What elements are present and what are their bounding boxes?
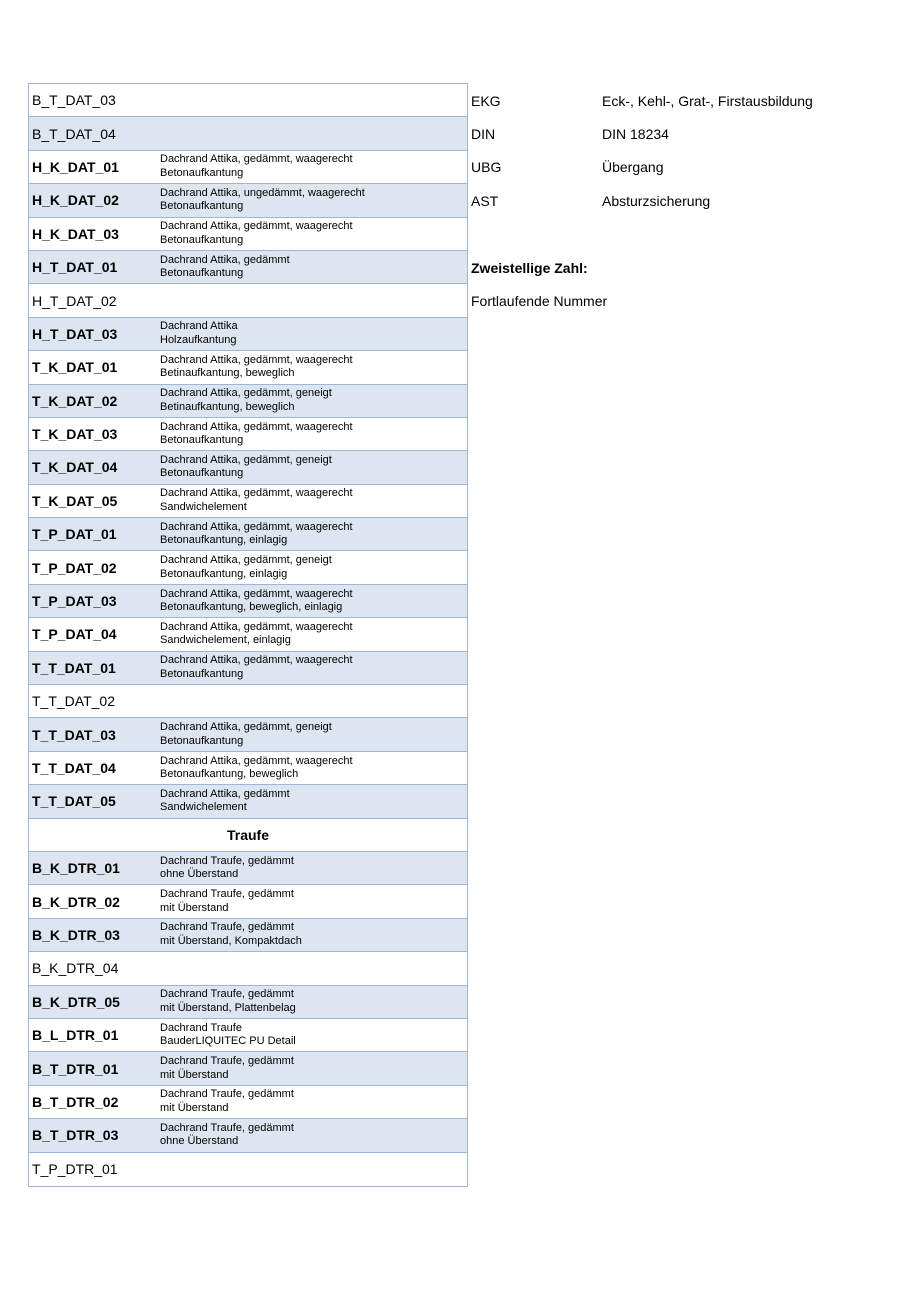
detail-description <box>160 621 353 648</box>
description-line-1: Dachrand Attika, gedämmt, waagerecht <box>160 620 353 633</box>
legend-spacer <box>471 218 911 251</box>
detail-code: H_T_DAT_03 <box>32 325 118 342</box>
detail-description <box>160 1022 296 1049</box>
table-row <box>29 752 467 785</box>
detail-code: T_P_DAT_02 <box>32 559 117 576</box>
description-line-1: Dachrand Attika, gedämmt, waagerecht <box>160 153 353 166</box>
detail-description <box>160 554 332 581</box>
description-line-1: Dachrand Attika, gedämmt, waagerecht <box>160 353 353 366</box>
detail-description <box>160 320 238 347</box>
description-line-1: Dachrand Attika, gedämmt, waagerecht <box>160 420 353 433</box>
table-row <box>29 551 467 584</box>
description-line-2: Betonaufkantung <box>160 434 244 447</box>
description-line-2: mit Überstand, Kompaktdach <box>160 934 302 947</box>
description-line-2: Betinaufkantung, beweglich <box>160 400 295 413</box>
abbreviation-legend <box>471 84 911 318</box>
table-row <box>29 451 467 484</box>
description-line-1: Dachrand Attika, gedämmt <box>160 787 290 800</box>
description-line-1: Dachrand Traufe, gedämmt <box>160 1121 294 1134</box>
table-row <box>29 652 467 685</box>
detail-description <box>160 921 302 948</box>
detail-description <box>160 254 290 281</box>
description-line-1: Dachrand Attika, gedämmt, waagerecht <box>160 520 353 533</box>
description-line-2: Betonaufkantung, beweglich, einlagig <box>160 601 343 614</box>
detail-code: H_T_DAT_02 <box>32 292 117 309</box>
description-line-2: Betonaufkantung, einlagig <box>160 567 288 580</box>
legend-abbr: EKG <box>471 92 501 109</box>
detail-description <box>160 153 353 180</box>
description-line-2: Betonaufkantung <box>160 267 244 280</box>
detail-code: T_T_DAT_04 <box>32 760 116 776</box>
description-line-2: mit Überstand, Plattenbelag <box>160 1001 296 1014</box>
table-row <box>29 685 467 718</box>
detail-code: B_T_DAT_03 <box>32 92 116 109</box>
detail-code: T_K_DAT_03 <box>32 426 118 443</box>
description-line-2: BauderLIQUITEC PU Detail <box>160 1035 296 1048</box>
detail-code-table <box>28 83 468 1187</box>
description-line-1: Dachrand Traufe, gedämmt <box>160 1088 294 1101</box>
detail-code: T_P_DAT_04 <box>32 626 117 643</box>
detail-description <box>160 454 332 481</box>
description-line-1: Dachrand Traufe, gedämmt <box>160 888 294 901</box>
legend-abbr: DIN <box>471 126 496 143</box>
detail-code: B_T_DTR_02 <box>32 1093 119 1110</box>
table-row <box>29 785 467 818</box>
detail-code: B_K_DTR_01 <box>32 860 120 877</box>
detail-description <box>160 755 353 782</box>
detail-code: B_K_DTR_02 <box>32 893 120 910</box>
detail-code: T_T_DAT_05 <box>32 793 116 810</box>
description-line-2: ohne Überstand <box>160 868 239 881</box>
detail-description <box>160 855 294 882</box>
description-line-2: Sandwichelement <box>160 500 247 513</box>
description-line-1: Dachrand Traufe, gedämmt <box>160 1055 294 1068</box>
table-row <box>29 919 467 952</box>
table-row <box>29 485 467 518</box>
description-line-1: Dachrand Attika, gedämmt, waagerecht <box>160 220 353 233</box>
description-line-2: Betonaufkantung, beweglich <box>160 768 299 780</box>
detail-code: B_T_DAT_04 <box>32 125 116 142</box>
table-row <box>29 718 467 751</box>
table-row <box>29 351 467 384</box>
detail-description <box>160 721 332 748</box>
section-header-row <box>29 819 467 852</box>
description-line-2: Betonaufkantung <box>160 467 244 480</box>
legend-heading-row <box>471 251 911 284</box>
description-line-2: Sandwichelement, einlagig <box>160 634 291 647</box>
description-line-2: Betonaufkantung <box>160 166 244 179</box>
description-line-1: Dachrand Attika, gedämmt, waagerecht <box>160 487 353 500</box>
detail-code: T_T_DAT_03 <box>32 726 116 743</box>
description-line-2: Betonaufkantung <box>160 734 244 747</box>
section-title: Traufe <box>226 826 269 843</box>
description-line-2: mit Überstand <box>160 901 229 914</box>
description-line-1: Dachrand Attika <box>160 320 238 333</box>
table-row <box>29 1153 467 1186</box>
detail-description <box>160 1122 294 1149</box>
table-row <box>29 618 467 651</box>
description-line-2: Holzaufkantung <box>160 333 237 346</box>
detail-description <box>160 220 353 247</box>
detail-description <box>160 487 353 514</box>
detail-code: H_K_DAT_03 <box>32 225 119 242</box>
description-line-1: Dachrand Attika, gedämmt, geneigt <box>160 721 332 734</box>
detail-description <box>160 421 353 448</box>
description-line-1: Dachrand Attika, gedämmt, waagerecht <box>160 654 353 667</box>
legend-meaning: Eck-, Kehl-, Grat-, Firstausbildung <box>602 92 813 109</box>
description-line-2: Betonaufkantung, einlagig <box>160 534 288 547</box>
legend-row <box>471 184 911 217</box>
description-line-1: Dachrand Attika, gedämmt, geneigt <box>160 387 332 400</box>
detail-code: T_P_DTR_01 <box>32 1161 118 1178</box>
detail-code: H_K_DAT_01 <box>32 158 119 175</box>
legend-meaning: DIN 18234 <box>602 126 669 143</box>
detail-description <box>160 1055 294 1082</box>
detail-description <box>160 788 290 815</box>
table-row <box>29 151 467 184</box>
detail-code: B_L_DTR_01 <box>32 1027 119 1044</box>
detail-description <box>160 387 332 414</box>
detail-code: T_K_DAT_01 <box>32 359 118 376</box>
description-line-2: mit Überstand <box>160 1068 229 1081</box>
table-row <box>29 218 467 251</box>
table-row <box>29 318 467 351</box>
table-row <box>29 1119 467 1152</box>
description-line-1: Dachrand Traufe, gedämmt <box>160 921 294 934</box>
legend-meaning: Übergang <box>602 159 664 176</box>
legend-abbr: AST <box>471 192 499 209</box>
table-row <box>29 385 467 418</box>
detail-code: T_T_DAT_01 <box>32 659 116 676</box>
detail-description <box>160 521 353 548</box>
legend-row <box>471 117 911 150</box>
detail-description <box>160 888 294 915</box>
detail-code: T_K_DAT_02 <box>32 392 118 409</box>
detail-code: H_T_DAT_01 <box>32 259 118 276</box>
detail-description <box>160 1088 294 1115</box>
detail-code: B_K_DTR_05 <box>32 993 120 1010</box>
detail-code: B_T_DTR_01 <box>32 1060 119 1077</box>
legend-row <box>471 84 911 117</box>
description-line-2: Betonaufkantung <box>160 200 244 213</box>
table-row <box>29 184 467 217</box>
description-line-1: Dachrand Attika, gedämmt <box>160 253 290 266</box>
table-row <box>29 952 467 985</box>
table-row <box>29 852 467 885</box>
legend-abbr: UBG <box>471 159 502 176</box>
table-row <box>29 1086 467 1119</box>
detail-code: T_P_DAT_03 <box>32 593 117 610</box>
description-line-1: Dachrand Attika, gedämmt, waagerecht <box>160 587 353 600</box>
description-line-1: Dachrand Traufe, gedämmt <box>160 988 294 1001</box>
detail-code: B_K_DTR_04 <box>32 960 119 977</box>
description-line-2: Betonaufkantung <box>160 667 244 680</box>
table-row <box>29 284 467 317</box>
detail-code: B_K_DTR_03 <box>32 926 120 943</box>
table-row <box>29 1019 467 1052</box>
table-row <box>29 117 467 150</box>
legend-heading-value-row <box>471 284 911 317</box>
detail-description <box>160 187 365 214</box>
legend-row <box>471 151 911 184</box>
description-line-1: Dachrand Traufe <box>160 1021 242 1034</box>
table-row <box>29 885 467 918</box>
description-line-2: Betonaufkantung <box>160 233 244 246</box>
detail-code: T_T_DAT_02 <box>32 693 115 710</box>
legend-heading: Zweistellige Zahl: <box>471 259 588 276</box>
description-line-1: Dachrand Traufe, gedämmt <box>160 854 294 867</box>
detail-code: T_K_DAT_04 <box>32 459 118 476</box>
detail-description <box>160 654 353 681</box>
legend-meaning: Absturzsicherung <box>602 192 711 209</box>
description-line-2: ohne Überstand <box>160 1135 239 1148</box>
table-row <box>29 84 467 117</box>
table-row <box>29 251 467 284</box>
detail-code: H_K_DAT_02 <box>32 192 119 209</box>
table-row <box>29 518 467 551</box>
detail-code: T_P_DAT_01 <box>32 526 117 543</box>
detail-code: T_K_DAT_05 <box>32 492 118 509</box>
description-line-1: Dachrand Attika, gedämmt, waagerecht <box>160 754 353 767</box>
description-line-1: Dachrand Attika, gedämmt, geneigt <box>160 453 332 466</box>
detail-description <box>160 988 296 1015</box>
description-line-1: Dachrand Attika, gedämmt, geneigt <box>160 554 332 567</box>
table-row <box>29 585 467 618</box>
detail-description <box>160 354 353 381</box>
description-line-2: mit Überstand <box>160 1101 229 1114</box>
table-row <box>29 986 467 1019</box>
detail-code: B_T_DTR_03 <box>32 1127 119 1144</box>
legend-heading-value: Fortlaufende Nummer <box>471 293 608 310</box>
detail-description <box>160 588 353 615</box>
description-line-1: Dachrand Attika, ungedämmt, waagerecht <box>160 186 365 199</box>
description-line-2: Sandwichelement <box>160 801 247 814</box>
table-row <box>29 418 467 451</box>
table-row <box>29 1052 467 1085</box>
description-line-2: Betinaufkantung, beweglich <box>160 367 295 380</box>
